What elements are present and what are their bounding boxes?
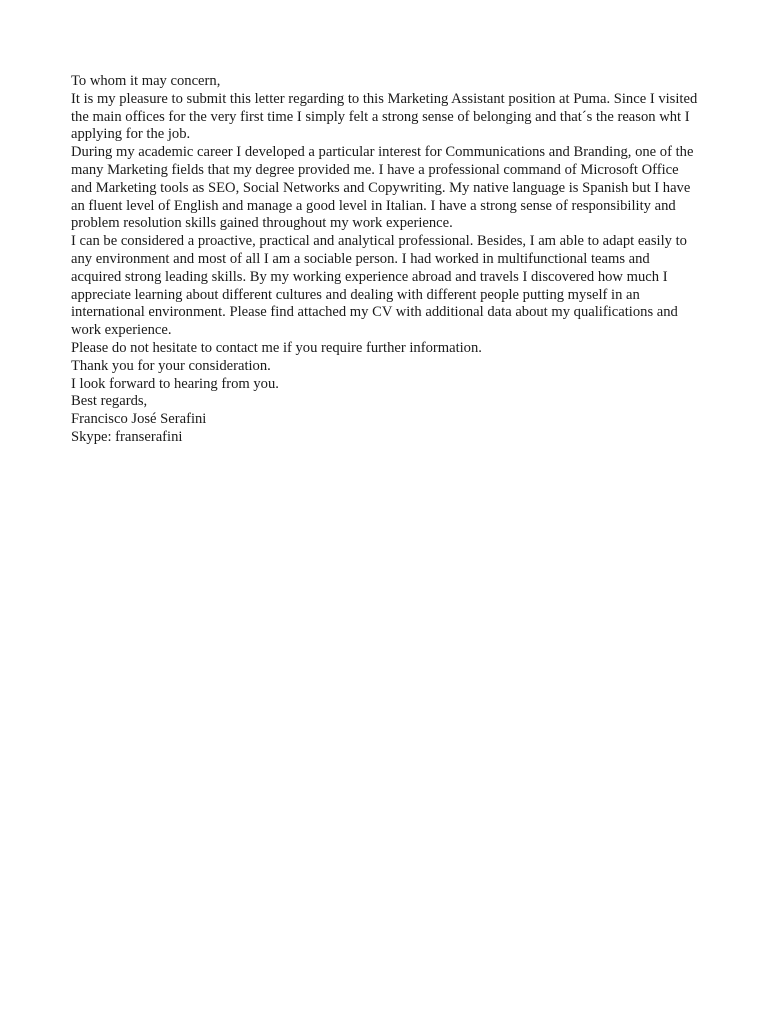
letter-greeting: To whom it may concern, — [71, 73, 221, 89]
letter-paragraph-academic: During my academic career I developed a particular interest for Communications and Branding, one of the many Marketing fields that my degree provided me. I have a professional command of Microsoft Office and Marketing tools as SEO, Social Networks and Copywriting. My native language is Spanish but I have an fluent level of English and manage a good level in Italian. I have a strong sense of responsibility and problem resolution skills gained throughout my work experience. — [71, 144, 694, 232]
letter-paragraph-forward: I look forward to hearing from you. — [71, 375, 279, 392]
letter-contact-skype: Skype: franserafini — [71, 428, 183, 445]
letter-body — [71, 73, 701, 447]
letter-paragraph-thanks: Thank you for your consideration. — [71, 357, 271, 374]
letter-closing: Best regards, — [71, 393, 148, 410]
letter-paragraph-professional: I can be considered a proactive, practical and analytical professional. Besides, I am able to adapt easily to any environment and most of all I am a sociable person. I had worked in multifunctional teams and acquired strong leading skills. By my working experience abroad and travels I discovered how much I appreciate learning about different cultures and dealing with different people putting myself in an international environment. Please find attached my CV with additional data about my qualifications and work experience. — [71, 233, 687, 339]
letter-paragraph-contact-request: Please do not hesitate to contact me if you require further information. — [71, 339, 482, 356]
letter-signature-name: Francisco José Serafini — [71, 411, 207, 428]
letter-paragraph-intro: It is my pleasure to submit this letter regarding to this Marketing Assistant position at Puma. Since I visited the main offices for the very first time I simply felt a strong sense of belonging and that´s the reason wht I applying for the job. — [71, 90, 698, 143]
